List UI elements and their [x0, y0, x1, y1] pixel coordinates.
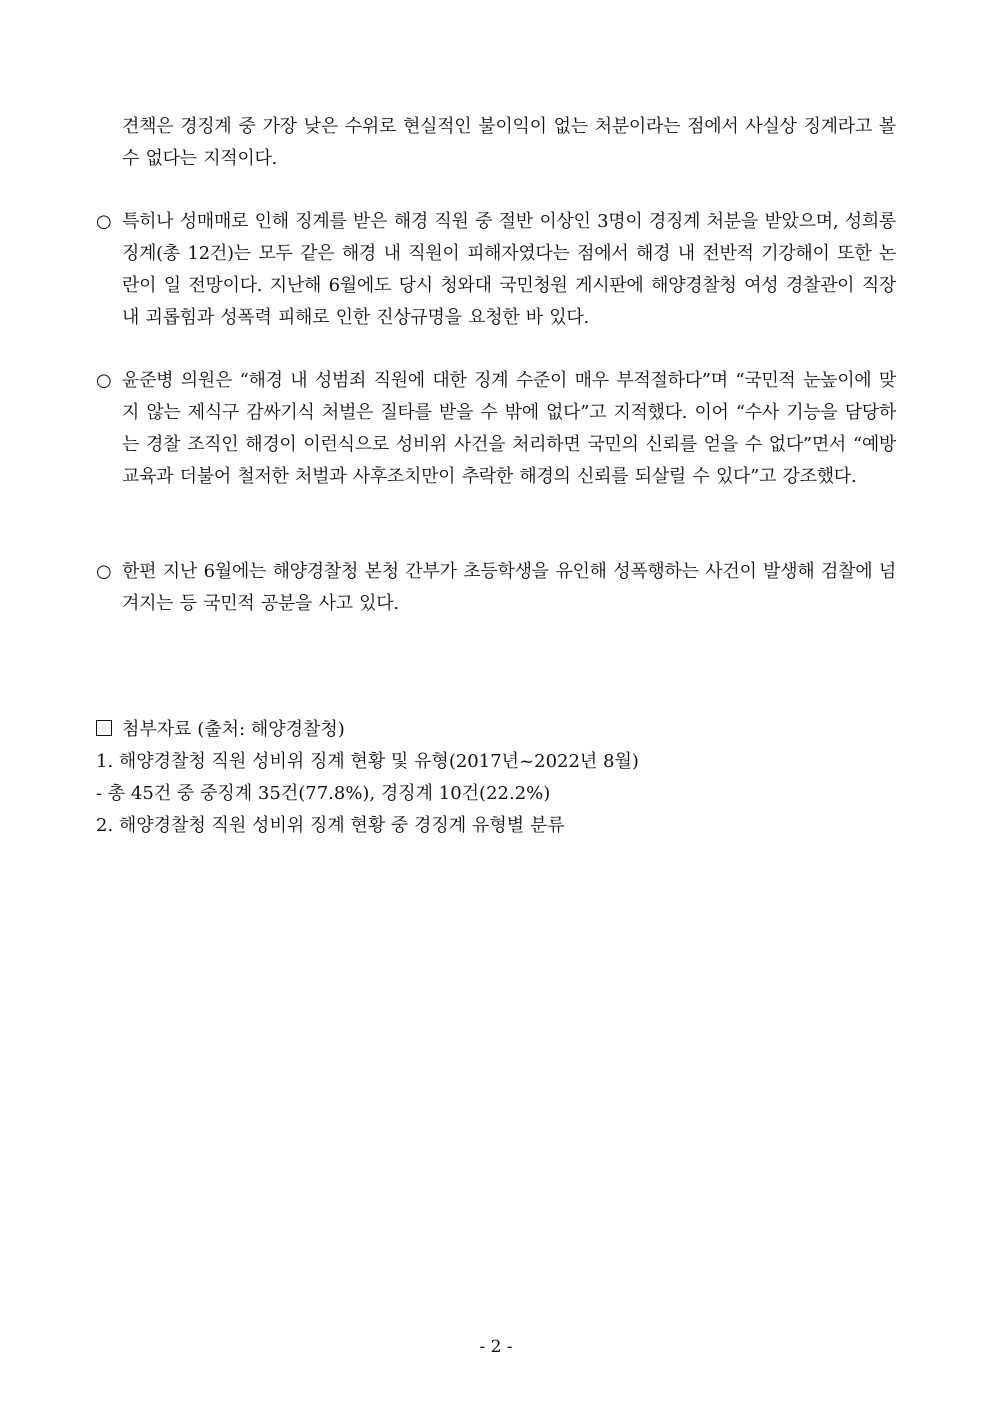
paragraph-text: 특히나 성매매로 인해 징계를 받은 해경 직원 중 절반 이상인 3명이 경징계 처분을 받았으며, 성희롱 징계(총 12건)는 모두 같은 해경 내 직원이 피해자였다는 점에서 해경 내 전반적 기강해이 또한 논란이 일 전망이다. 지난해 6월에도 당시 청와대 국민청원 게시판에 해양경찰청 여성 경찰관이 직장 내 괴롭힘과 성폭력 피해로 인한 진상규명을 요청한 바 있다.: [122, 211, 896, 328]
paragraph-discipline-details: [96, 206, 896, 334]
attachments-section: [96, 714, 896, 842]
attachments-heading-line: [96, 714, 896, 746]
paragraph-text: 윤준병 의원은 “해경 내 성범죄 직원에 대한 징계 수준이 매우 부적절하다”며 “국민적 눈높이에 맞지 않는 제식구 감싸기식 처벌은 질타를 받을 수 밖에 없다”고 지적했다. 이어 “수사 기능을 담당하는 경찰 조직인 해경이 이런식으로 성비위 사건을 처리하면 국민의 신뢰를 얻을 수 없다”면서 “예방교육과 더불어 철저한 처벌과 사후조치만이 추락한 해경의 신뢰를 되살릴 수 있다”고 강조했다.: [122, 370, 896, 487]
attachment-item: 1. 해양경찰청 직원 성비위 징계 현황 및 유형(2017년~2022년 8월): [96, 751, 639, 772]
attachments-heading: 첨부자료 (출처: 해양경찰청): [122, 719, 345, 740]
paragraph-text: 견책은 경징계 중 가장 낮은 수위로 현실적인 불이익이 없는 처분이라는 점에서 사실상 징계라고 볼 수 없다는 지적이다.: [122, 116, 896, 169]
bullet-circle-marker: ○: [96, 561, 112, 582]
paragraph-june-incident: [96, 556, 896, 620]
page-number: - 2 -: [479, 1337, 513, 1357]
paragraph-text: 한편 지난 6월에는 해양경찰청 본청 간부가 초등학생을 유인해 성폭행하는 사건이 발생해 검찰에 넘겨지는 등 국민적 공분을 사고 있다.: [122, 561, 896, 614]
checkbox-square-icon: [96, 720, 112, 736]
attachment-item: 2. 해양경찰청 직원 성비위 징계 현황 중 경징계 유형별 분류: [96, 815, 565, 836]
attachment-item: - 총 45건 중 중징계 35건(77.8%), 경징계 10건(22.2%): [96, 783, 551, 804]
paragraph-continuation: [96, 111, 896, 175]
paragraph-lawmaker-statement: [96, 365, 896, 493]
bullet-circle-marker: ○: [96, 211, 112, 232]
bullet-circle-marker: ○: [96, 370, 112, 391]
